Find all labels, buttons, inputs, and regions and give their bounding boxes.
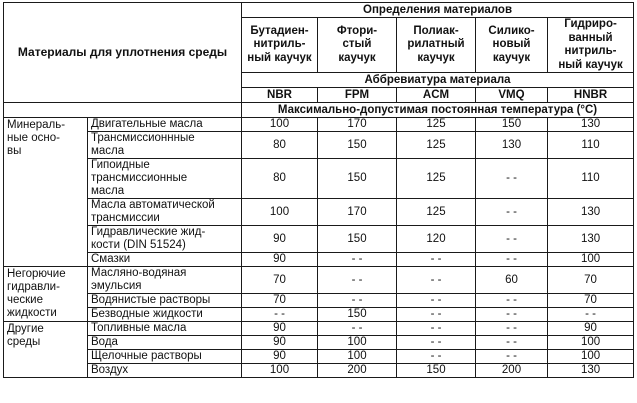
- temperature-value: 100: [242, 199, 318, 226]
- table-row: [4, 336, 634, 350]
- temperature-value: 150: [318, 308, 397, 322]
- table-row: [4, 322, 634, 336]
- temperature-value: - -: [476, 199, 548, 226]
- temperature-value: - -: [318, 322, 397, 336]
- temperature-value: - -: [397, 253, 476, 267]
- temperature-value: 80: [242, 132, 318, 159]
- temperature-value: - -: [476, 308, 548, 322]
- group-label: Другие среды: [4, 322, 88, 378]
- temperature-value: - -: [397, 294, 476, 308]
- material-name-header: Полиак- рилатный каучук: [397, 18, 476, 73]
- table-row: [4, 226, 634, 253]
- temperature-value: - -: [318, 253, 397, 267]
- temperature-value: 90: [242, 350, 318, 364]
- temperature-value: 110: [548, 132, 634, 159]
- temperature-value: 150: [318, 226, 397, 253]
- temperature-value: - -: [318, 294, 397, 308]
- medium-label: Щелочные растворы: [88, 350, 242, 364]
- temperature-value: 100: [242, 364, 318, 378]
- temperature-value: - -: [242, 308, 318, 322]
- temperature-value: - -: [397, 267, 476, 294]
- temperature-value: 90: [242, 336, 318, 350]
- table-row: [4, 308, 634, 322]
- temperature-value: 70: [548, 294, 634, 308]
- temperature-value: - -: [397, 322, 476, 336]
- temperature-value: - -: [476, 294, 548, 308]
- temperature-value: 100: [318, 336, 397, 350]
- temperature-value: - -: [476, 226, 548, 253]
- medium-label: Трансмиссионнные масла: [88, 132, 242, 159]
- material-name-header: Фтори- стый каучук: [318, 18, 397, 73]
- temperature-value: - -: [476, 322, 548, 336]
- temperature-value: 100: [242, 118, 318, 132]
- temperature-value: 60: [476, 267, 548, 294]
- definitions-header: Определения материалов: [242, 3, 634, 18]
- table-row: [4, 199, 634, 226]
- medium-label: Масла автоматической трансмиссии: [88, 199, 242, 226]
- temperature-value: 170: [318, 118, 397, 132]
- medium-label: Гидравлические жид- кости (DIN 51524): [88, 226, 242, 253]
- medium-label: Двигательные масла: [88, 118, 242, 132]
- medium-label: Воздух: [88, 364, 242, 378]
- temperature-value: 130: [548, 118, 634, 132]
- temperature-value: 70: [242, 267, 318, 294]
- temperature-value: 110: [548, 159, 634, 199]
- medium-label: Смазки: [88, 253, 242, 267]
- material-name-header: Бутадиен- нитриль- ный каучук: [242, 18, 318, 73]
- group-label: Минераль- ные осно- вы: [4, 118, 88, 267]
- temperature-value: 150: [318, 159, 397, 199]
- materials-temperature-table: [3, 2, 634, 378]
- temperature-value: - -: [476, 253, 548, 267]
- temperature-value: 90: [242, 253, 318, 267]
- temperature-value: - -: [548, 308, 634, 322]
- temperature-value: - -: [318, 267, 397, 294]
- table-row: [4, 267, 634, 294]
- temperature-value: 170: [318, 199, 397, 226]
- temperature-value: - -: [476, 350, 548, 364]
- medium-label: Гипоидные трансмиссионные масла: [88, 159, 242, 199]
- temperature-value: 125: [397, 159, 476, 199]
- table-row: [4, 118, 634, 132]
- medium-label: Топливные масла: [88, 322, 242, 336]
- row-header-title: Материалы для уплотнения среды: [4, 3, 242, 103]
- blank-cell: [4, 103, 242, 118]
- temperature-value: 100: [548, 336, 634, 350]
- temperature-value: - -: [397, 308, 476, 322]
- table-row: [4, 159, 634, 199]
- temperature-value: 130: [548, 364, 634, 378]
- temperature-value: 150: [397, 364, 476, 378]
- temperature-value: 90: [242, 226, 318, 253]
- material-abbr-header: FPM: [318, 88, 397, 103]
- temperature-value: - -: [476, 336, 548, 350]
- temperature-value: - -: [397, 336, 476, 350]
- temperature-value: 125: [397, 118, 476, 132]
- temperature-value: 150: [476, 118, 548, 132]
- temperature-value: - -: [476, 159, 548, 199]
- table-row: [4, 132, 634, 159]
- temperature-value: 130: [548, 226, 634, 253]
- temperature-value: 70: [548, 267, 634, 294]
- temperature-value: 100: [548, 350, 634, 364]
- abbreviation-header: Аббревиатура материала: [242, 73, 634, 88]
- medium-label: Масляно-водяная эмульсия: [88, 267, 242, 294]
- temperature-value: 100: [548, 253, 634, 267]
- table-row: [4, 364, 634, 378]
- medium-label: Водянистые растворы: [88, 294, 242, 308]
- temperature-value: 100: [318, 350, 397, 364]
- material-abbr-header: ACM: [397, 88, 476, 103]
- temperature-value: 120: [397, 226, 476, 253]
- group-label: Негорючие гидравли- ческие жидкости: [4, 267, 88, 322]
- temperature-value: 90: [548, 322, 634, 336]
- temperature-value: 200: [476, 364, 548, 378]
- material-abbr-header: NBR: [242, 88, 318, 103]
- medium-label: Безводные жидкости: [88, 308, 242, 322]
- temperature-header: Максимально-допустимая постоянная температура (°C): [242, 103, 634, 118]
- temperature-value: 125: [397, 199, 476, 226]
- header-row-temperature: [4, 103, 634, 118]
- table-row: [4, 350, 634, 364]
- material-name-header: Силико- новый каучук: [476, 18, 548, 73]
- material-abbr-header: HNBR: [548, 88, 634, 103]
- material-name-header: Гидриро- ванный нитриль- ный каучук: [548, 18, 634, 73]
- temperature-value: 200: [318, 364, 397, 378]
- header-row-definitions: [4, 3, 634, 18]
- medium-label: Вода: [88, 336, 242, 350]
- temperature-value: 70: [242, 294, 318, 308]
- temperature-value: - -: [397, 350, 476, 364]
- temperature-value: 80: [242, 159, 318, 199]
- temperature-value: 130: [476, 132, 548, 159]
- temperature-value: 150: [318, 132, 397, 159]
- material-abbr-header: VMQ: [476, 88, 548, 103]
- table-row: [4, 253, 634, 267]
- temperature-value: 90: [242, 322, 318, 336]
- temperature-value: 130: [548, 199, 634, 226]
- table-row: [4, 294, 634, 308]
- temperature-value: 125: [397, 132, 476, 159]
